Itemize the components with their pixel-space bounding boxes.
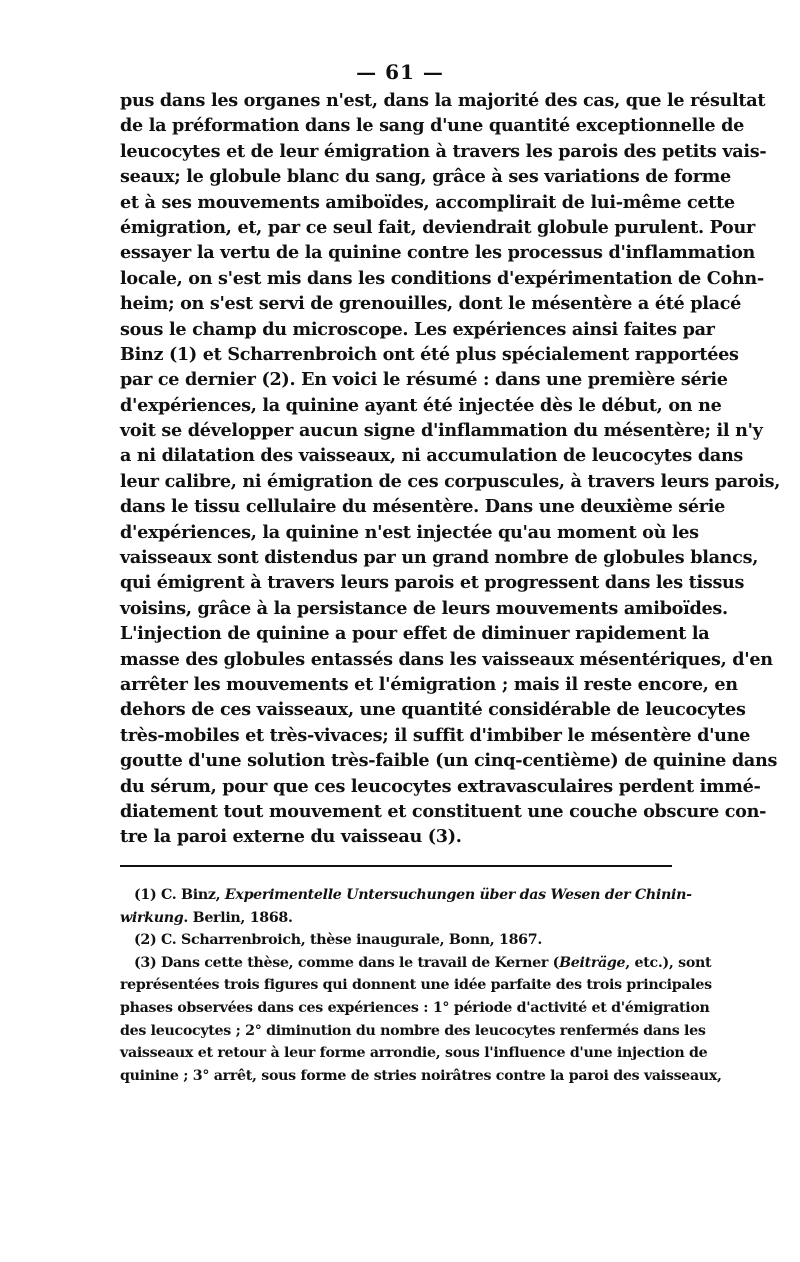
body-line: L'injection de quinine a pour effet de diminuer rapidement la	[120, 623, 710, 645]
body-line: émigration, et, par ce seul fait, deviendrait globule purulent. Pour	[120, 216, 755, 238]
footnote-3-line: vaisseaux et retour à leur forme arrondie, sous l'influence d'une injection de	[120, 1045, 708, 1062]
footnote-1-title-end: wirkung	[120, 909, 184, 926]
footnote-3-ref: Beiträge	[559, 954, 626, 971]
body-line: masse des globules entassés dans les vaisseaux mésentériques, d'en	[120, 648, 773, 670]
main-paragraph	[120, 88, 781, 850]
body-line: leur calibre, ni émigration de ces corpuscules, à travers leurs parois,	[120, 470, 781, 492]
footnote-3-after: , etc.), sont	[625, 954, 712, 971]
body-line: arrêter les mouvements et l'émigration ; mais il reste encore, en	[120, 673, 738, 695]
body-line: de la préformation dans le sang d'une quantité exceptionnelle de	[120, 115, 745, 137]
body-line: sous le champ du microscope. Les expériences ainsi faites par	[120, 318, 715, 340]
body-line: qui émigrent à travers leurs parois et progressent dans les tissus	[120, 572, 745, 594]
body-line: voit se développer aucun signe d'inflammation du mésentère; il n'y	[120, 420, 763, 442]
footnote-divider	[120, 865, 672, 867]
footnotes	[120, 884, 722, 1087]
body-line: par ce dernier (2). En voici le résumé : dans une première série	[120, 369, 728, 391]
body-line: et à ses mouvements amiboïdes, accomplirait de lui-même cette	[120, 191, 735, 213]
footnote-2: (2) C. Scharrenbroich, thèse inaugurale, Bonn, 1867.	[134, 932, 542, 949]
footnote-1-place: . Berlin, 1868.	[183, 909, 293, 926]
footnote-1-title: Experimentelle Untersuchungen über das Wesen der Chinin-	[224, 887, 692, 903]
body-line: a ni dilatation des vaisseaux, ni accumulation de leucocytes dans	[120, 445, 744, 467]
page-number: — 61 —	[356, 60, 444, 84]
footnote-3-line: phases observées dans ces expériences : 1° période d'activité et d'émigration	[120, 999, 710, 1016]
body-line: leucocytes et de leur émigration à travers les parois des petits vais-	[120, 140, 767, 162]
footnote-1-cont	[120, 907, 672, 930]
body-line: d'expériences, la quinine ayant été injectée dès le début, on ne	[120, 394, 722, 416]
footnote-1	[120, 884, 692, 907]
body-line: voisins, grâce à la persistance de leurs mouvements amiboïdes.	[120, 597, 728, 619]
body-line: goutte d'une solution très-faible (un cinq-centième) de quinine dans	[120, 750, 778, 772]
footnote-1-author: (1) C. Binz,	[134, 887, 221, 903]
footnote-3-line: représentées trois figures qui donnent une idée parfaite des trois principales	[120, 977, 712, 994]
body-line: Binz (1) et Scharrenbroich ont été plus spécialement rapportées	[120, 343, 739, 365]
footnote-3-start: (3) Dans cette thèse, comme dans le travail de Kerner (	[134, 954, 560, 971]
footnote-3-line: des leucocytes ; 2° diminution du nombre des leucocytes renfermés dans les	[120, 1022, 706, 1039]
body-line: essayer la vertu de la quinine contre les processus d'inflammation	[120, 242, 756, 264]
body-line: dehors de ces vaisseaux, une quantité considérable de leucocytes	[120, 699, 746, 721]
body-line: seaux; le globule blanc du sang, grâce à ses variations de forme	[120, 166, 731, 188]
body-line: diatement tout mouvement et constituent une couche obscure con-	[120, 800, 767, 822]
body-line: vaisseaux sont distendus par un grand nombre de globules blancs,	[120, 547, 759, 569]
footnote-3	[120, 952, 712, 975]
body-line: du sérum, pour que ces leucocytes extravasculaires perdent immé-	[120, 775, 761, 797]
footnote-3-line: quinine ; 3° arrêt, sous forme de stries noirâtres contre la paroi des vaisseaux,	[120, 1067, 722, 1084]
body-line: heim; on s'est servi de grenouilles, dont le mésentère a été placé	[120, 293, 742, 315]
body-line: dans le tissu cellulaire du mésentère. Dans une deuxième série	[120, 496, 726, 518]
body-line: très-mobiles et très-vivaces; il suffit d'imbiber le mésentère d'une	[120, 724, 751, 746]
body-line: pus dans les organes n'est, dans la majorité des cas, que le résultat	[120, 90, 766, 111]
body-line: d'expériences, la quinine n'est injectée qu'au moment où les	[120, 521, 699, 543]
body-line: locale, on s'est mis dans les conditions d'expérimentation de Cohn-	[120, 267, 764, 289]
body-line: tre la paroi externe du vaisseau (3).	[120, 826, 462, 848]
